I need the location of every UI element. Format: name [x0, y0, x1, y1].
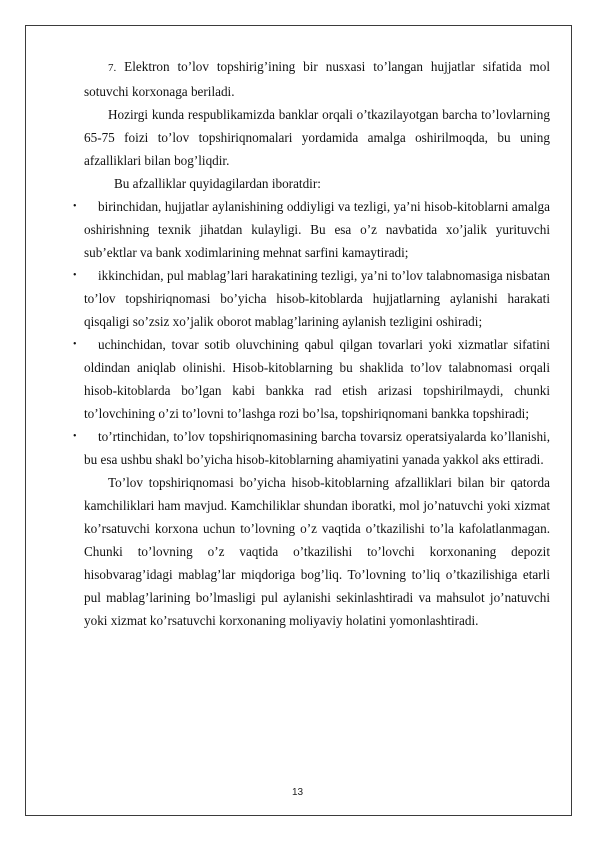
list-item: [73, 425, 550, 471]
document-body: [73, 55, 550, 632]
list-item: [73, 333, 550, 425]
list-item-text: uchinchidan, tovar sotib oluvchining qabul qilgan tovarlari yoki xizmatlar sifatini oldindan aniqlab olinishi. Hisob-kitoblarning bu shaklida to’lov talabnomasi orqali hisob-kitoblarda bo’lgan kabi bankka rad etish arizasi topshirilmaydi, chunki to’lovchining o’zi to’lovni to’lashga rozi bo’lsa, topshiriqnomani bankka topshiradi;: [84, 337, 550, 421]
bullet-marker: •: [73, 339, 77, 350]
paragraph-number: 7.: [108, 62, 117, 74]
list-item-text: birinchidan, hujjatlar aylanishining oddiyligi va tezligi, ya’ni hisob-kitoblarni amalga oshirishning texnik jihatdan kulayligi. Bu esa o’z navbatida xo’jalik yurituvchi sub’ektlar va bank xodimlarining mehnat sarfini kamaytiradi;: [84, 199, 550, 260]
paragraph-disadvantages: To’lov topshiriqnomasi bo’yicha hisob-kitoblarning afzalliklari bilan bir qatorda kamchiliklari ham mavjud. Kamchiliklar shundan iboratki, mol jo’natuvchi yoki xizmat ko’rsatuvchi korxona uchun to’lovning o’z vaqtida o’tkazilishi to’la kafolatlanmagan. Chunki to’lovning o’z vaqtida o’tkazilishi to’lovchi korxonaning depozit hisobvarag’idagi mablag’lar miqdoriga bog’liq. To’lovning to’liq o’tkazilishiga etarli pul mablag’larining bo’lmasligi pul aylanishi sekinlashtiradi va mahsulot jo’natuvchi yoki xizmat ko’rsatuvchi korxonaning moliyaviy holatini yomonlashtiradi.: [84, 475, 550, 628]
list-item-text: ikkinchidan, pul mablag’lari harakatining tezligi, ya’ni to’lov talabnomasiga nisbatan to’lov topshiriqnomasi bo’yicha hisob-kitoblarda hujjatlarning aylanishi harakati qisqaligi so’zsiz xo’jalik oborot mablag’larining aylanish tezligini oshiradi;: [84, 268, 550, 329]
list-item: [73, 264, 550, 333]
bullet-marker: •: [73, 270, 77, 281]
bullet-marker: •: [73, 201, 77, 212]
paragraph-7: [84, 55, 550, 103]
list-item: [73, 195, 550, 264]
bullet-marker: •: [73, 431, 77, 442]
list-item-text: to’rtinchidan, to’lov topshiriqnomasining barcha tovarsiz operatsiyalarda ko’llanishi, bu esa ushbu shakl bo’yicha hisob-kitoblarning ahamiyatini yanada yakkol aks ettiradi.: [84, 429, 550, 467]
paragraph-advantages-intro: Bu afzalliklar quyidagilardan iboratdir:: [114, 176, 321, 191]
paragraph-7-text: Elektron to’lov topshirig’ining bir nusxasi to’langan hujjatlar sifatida mol sotuvchi korxonaga beriladi.: [84, 59, 550, 99]
page-number: 13: [291, 787, 304, 798]
paragraph-current-payments: Hozirgi kunda respublikamizda banklar orqali o’tkazilayotgan barcha to’lovlarning 65-75 foizi to’lov topshiriqnomalari yordamida amalga oshirilmoqda, bu uning afzalliklari bilan bog’liqdir.: [84, 107, 550, 168]
